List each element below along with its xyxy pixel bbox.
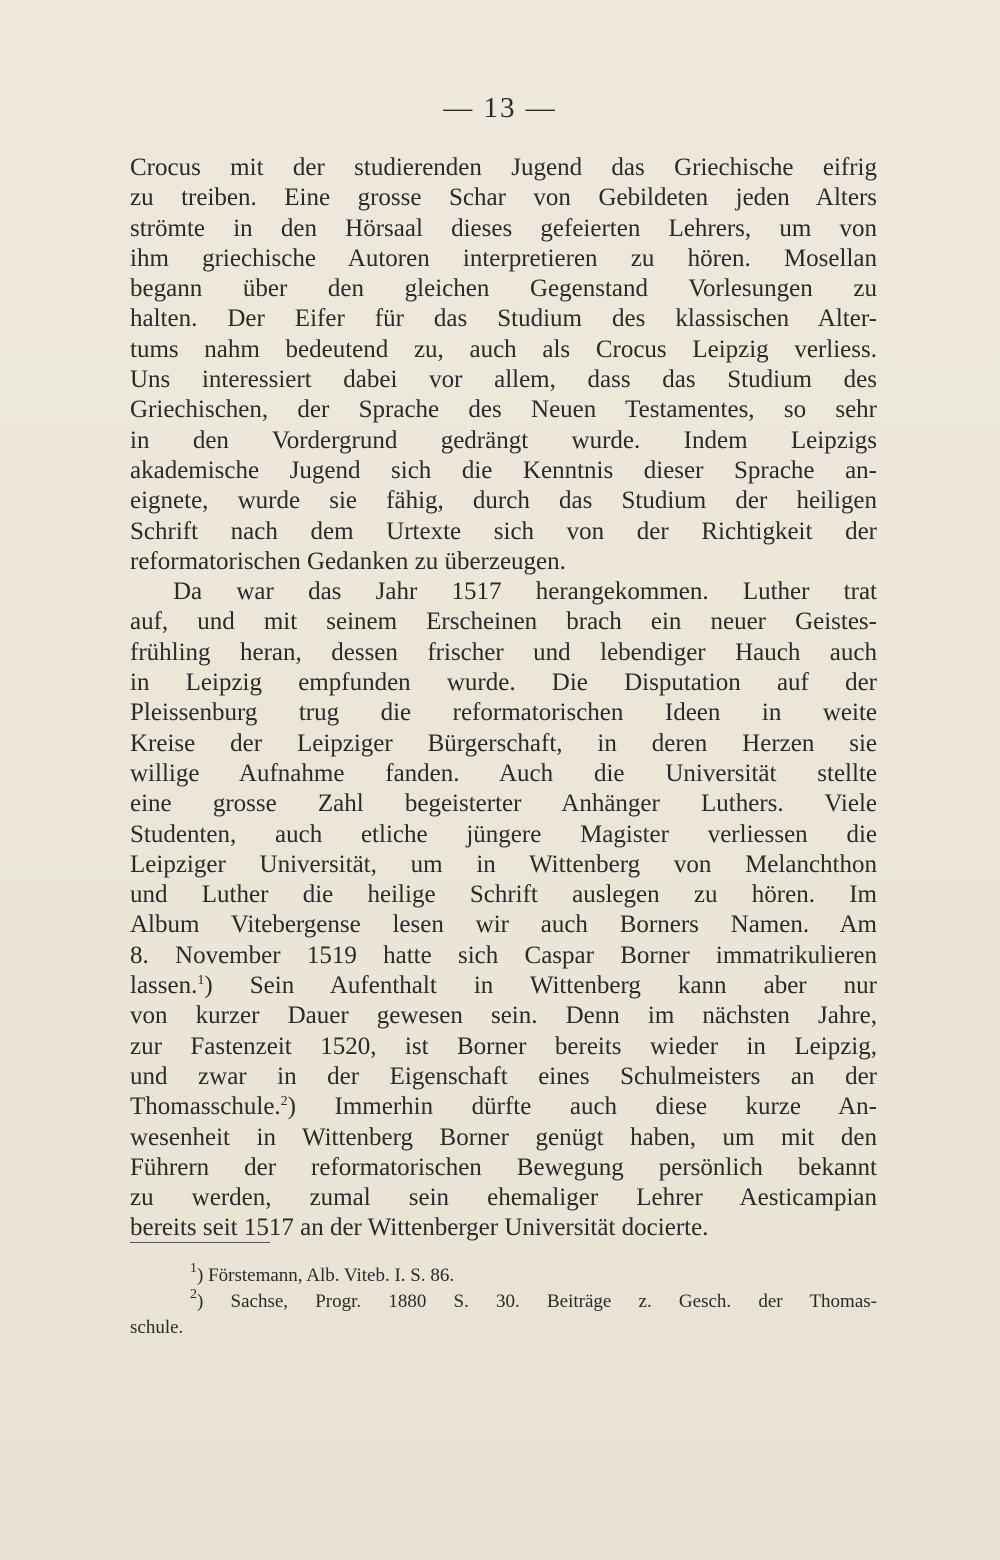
- text-line: Pleissenburg trug die reformatorischen Ideen in weite: [130, 699, 877, 727]
- footnote-mark: 2: [190, 1287, 197, 1302]
- text-line: und Luther die heilige Schrift auslegen zu hören. Im: [130, 881, 877, 909]
- footnotes: [130, 1263, 877, 1341]
- footnote-ref: 1: [197, 973, 205, 989]
- text-line: Leipziger Universität, um in Wittenberg von Melanchthon: [130, 850, 877, 878]
- text-line: tums nahm bedeutend zu, auch als Crocus Leipzig verliess.: [130, 335, 877, 363]
- text-line: von kurzer Dauer gewesen sein. Denn im nächsten Jahre,: [130, 1002, 877, 1030]
- text-line: wesenheit in Wittenberg Borner genügt haben, um mit den: [130, 1123, 877, 1151]
- text-line: 8. November 1519 hatte sich Caspar Borner immatrikulieren: [130, 941, 877, 969]
- text-line: zu werden, zumal sein ehemaliger Lehrer Aesticampian: [130, 1184, 877, 1212]
- line-text: ) Immerhin dürfte auch diese kurze An-: [287, 1093, 877, 1121]
- text-line: Griechischen, der Sprache des Neuen Testamentes, so sehr: [130, 396, 877, 424]
- footnote-2: [130, 1289, 877, 1315]
- footnote-text: ) Förstemann, Alb. Viteb. I. S. 86.: [197, 1265, 455, 1286]
- text-line: zu treiben. Eine grosse Schar von Gebildeten jeden Alters: [130, 184, 877, 212]
- page-number: — 13 —: [443, 92, 557, 124]
- text-line: Führern der reformatorischen Bewegung persönlich bekannt: [130, 1153, 877, 1181]
- line-text: lassen.: [130, 972, 198, 1000]
- line-text: Thomasschule.: [130, 1093, 281, 1121]
- text-line: willige Aufnahme fanden. Auch die Universität stellte: [130, 759, 877, 787]
- footnote-ref: 2: [280, 1094, 288, 1110]
- text-line: ihm griechische Autoren interpretieren zu hören. Mosellan: [130, 244, 877, 272]
- text-line: und zwar in der Eigenschaft eines Schulmeisters an der: [130, 1062, 877, 1090]
- text-line: frühling heran, dessen frischer und lebendiger Hauch auch: [130, 638, 877, 666]
- text-line-with-footnote-ref: [130, 1092, 877, 1122]
- text-line: begann über den gleichen Gegenstand Vorlesungen zu: [130, 275, 877, 303]
- text-line: eine grosse Zahl begeisterter Anhänger Luthers. Viele: [130, 790, 877, 818]
- footnote-1: [130, 1263, 877, 1289]
- text-line: Kreise der Leipziger Bürgerschaft, in deren Herzen sie: [130, 729, 877, 757]
- text-line: eignete, wurde sie fähig, durch das Studium der heiligen: [130, 487, 877, 515]
- text-line: auf, und mit seinem Erscheinen brach ein neuer Geistes-: [130, 608, 877, 636]
- body-text: [130, 153, 877, 1244]
- paragraph-end-line: reformatorischen Gedanken zu überzeugen.: [130, 547, 566, 575]
- text-line: in den Vordergrund gedrängt wurde. Indem Leipzigs: [130, 426, 877, 454]
- text-line: in Leipzig empfunden wurde. Die Disputation auf der: [130, 669, 877, 697]
- footnote-2-continuation: schule.: [130, 1317, 184, 1338]
- text-line: Studenten, auch etliche jüngere Magister verliessen die: [130, 820, 877, 848]
- footnote-mark: 1: [190, 1261, 197, 1276]
- text-line: Schrift nach dem Urtexte sich von der Richtigkeit der: [130, 517, 877, 545]
- text-line-with-footnote-ref: [130, 971, 877, 1001]
- text-line: halten. Der Eifer für das Studium des klassischen Alter-: [130, 305, 877, 333]
- paragraph-start-line: Da war das Jahr 1517 herangekommen. Luther trat: [173, 578, 877, 606]
- text-line: zur Fastenzeit 1520, ist Borner bereits wieder in Leipzig,: [130, 1032, 877, 1060]
- text-line: Album Vitebergense lesen wir auch Borners Namen. Am: [130, 911, 877, 939]
- text-line: Crocus mit der studierenden Jugend das Griechische eifrig: [130, 154, 877, 181]
- text-line: Uns interessiert dabei vor allem, dass das Studium des: [130, 366, 877, 394]
- line-text: ) Sein Aufenthalt in Wittenberg kann aber nur: [204, 972, 877, 1000]
- footnote-divider: [130, 1242, 270, 1243]
- paragraph-end-line: bereits seit 1517 an der Wittenberger Universität docierte.: [130, 1214, 709, 1242]
- text-line: strömte in den Hörsaal dieses gefeierten Lehrers, um von: [130, 214, 877, 242]
- footnote-text: ) Sachse, Progr. 1880 S. 30. Beiträge z. Gesch. der Thomas-: [197, 1291, 877, 1312]
- text-line: akademische Jugend sich die Kenntnis dieser Sprache an-: [130, 456, 877, 484]
